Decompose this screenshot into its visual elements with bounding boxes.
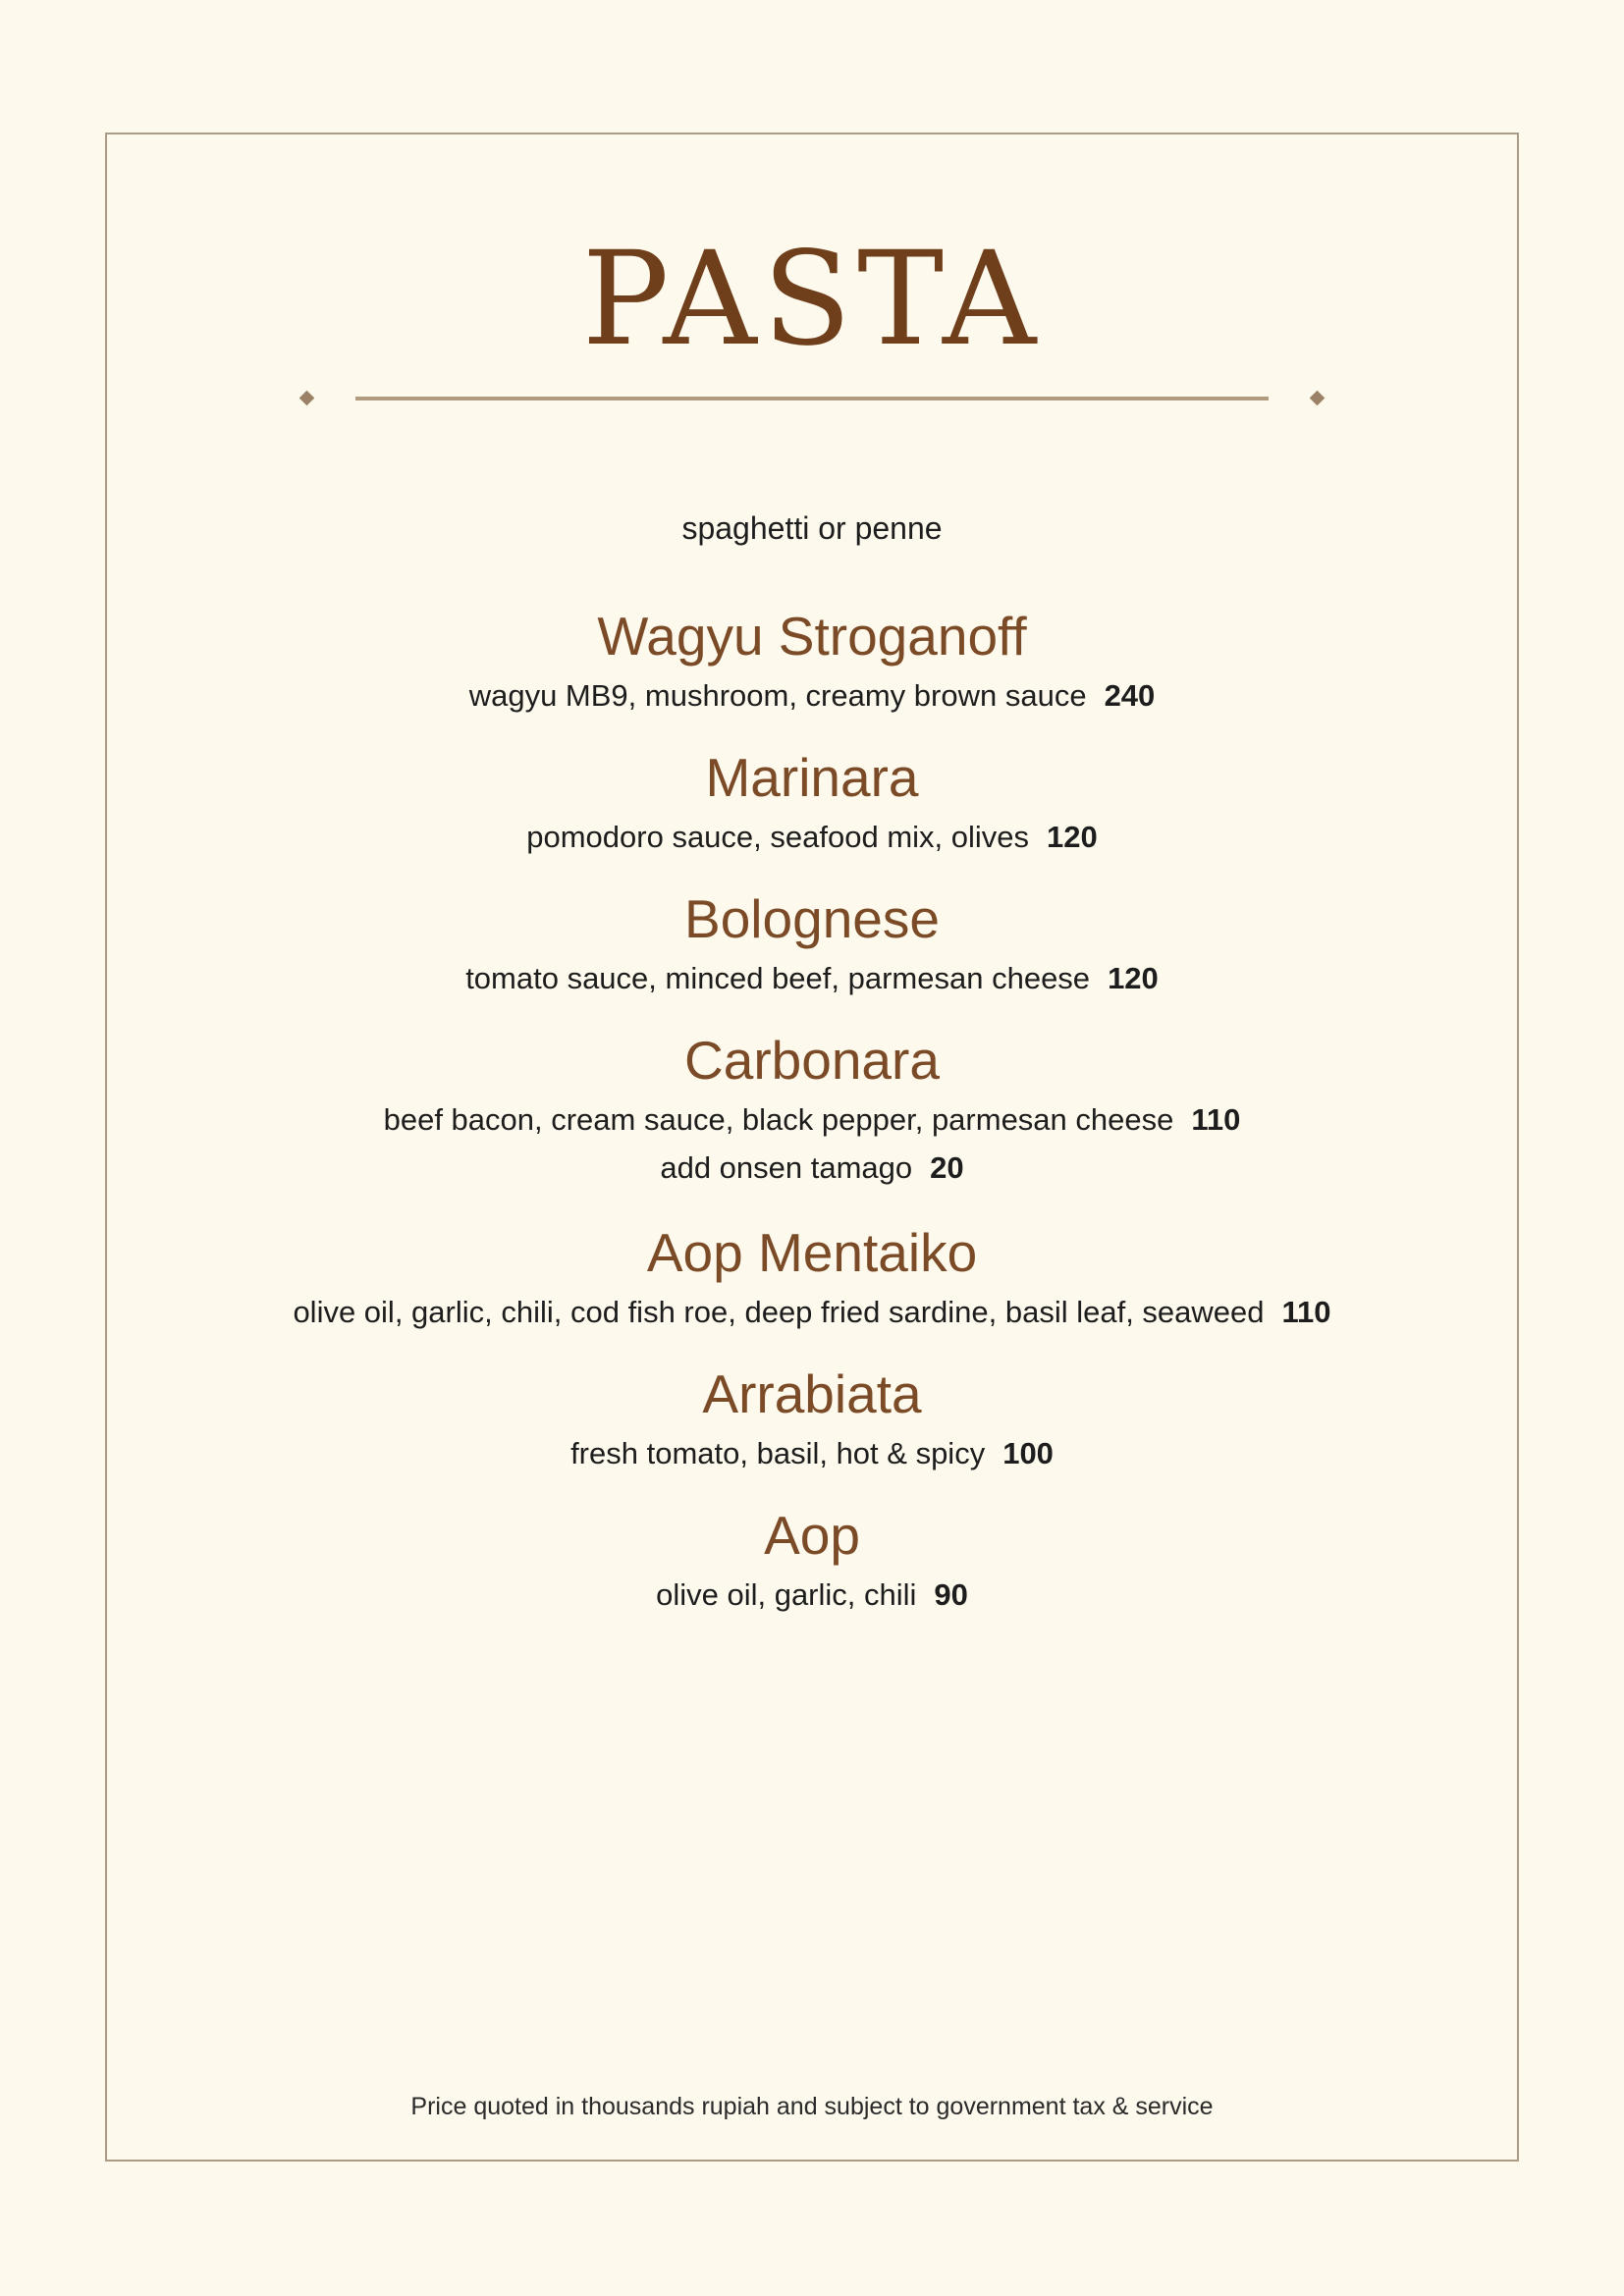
menu-item-aop-mentaiko [0,1215,1624,1335]
menu-item-description: olive oil, garlic, chili [656,1577,917,1612]
menu-item-price: 120 [1047,820,1098,854]
menu-item-description-line [0,673,1624,719]
menu-item-name: Wagyu Stroganoff [597,606,1027,667]
menu-item-price: 90 [934,1577,968,1612]
menu-item-description-line [0,956,1624,1001]
menu-item-name: Aop Mentaiko [646,1222,978,1283]
menu-item-price: 110 [1281,1295,1331,1329]
page-title: PASTA [581,224,1043,375]
menu-list [0,599,1624,1639]
menu-item-name: Aop [764,1505,860,1566]
menu-item-name: Marinara [705,747,919,808]
menu-item-addon [0,1143,1624,1194]
addon-price: 20 [930,1150,964,1185]
menu-item-bolognese [0,881,1624,1001]
menu-item-description: beef bacon, cream sauce, black pepper, parmesan cheese [383,1102,1174,1137]
menu-item-price: 110 [1191,1102,1241,1137]
pasta-choice-note: spaghetti or penne [681,510,943,546]
menu-item-description: pomodoro sauce, seafood mix, olives [526,820,1030,854]
menu-item-description-line [0,815,1624,860]
menu-item-description: wagyu MB9, mushroom, creamy brown sauce [468,678,1087,713]
menu-item-price: 100 [1002,1436,1054,1470]
menu-item-name: Arrabiata [702,1363,922,1424]
menu-item-name: Carbonara [684,1030,940,1091]
menu-item-carbonara [0,1023,1624,1194]
menu-item-price: 240 [1104,678,1156,713]
menu-item-description-line [0,1290,1624,1335]
menu-item-price: 120 [1108,961,1159,995]
menu-item-description-line [0,1431,1624,1476]
menu-item-aop [0,1498,1624,1618]
menu-item-marinara [0,740,1624,860]
menu-item-description: fresh tomato, basil, hot & spicy [570,1436,986,1470]
title-divider [355,397,1269,400]
menu-item-description: olive oil, garlic, chili, cod fish roe, deep fried sardine, basil leaf, seaweed [293,1295,1265,1329]
menu-item-name: Bolognese [684,888,940,949]
menu-item-description-line [0,1573,1624,1618]
menu-item-wagyu-stroganoff [0,599,1624,719]
menu-item-arrabiata [0,1357,1624,1476]
menu-item-description: tomato sauce, minced beef, parmesan cheese [465,961,1091,995]
price-footnote: Price quoted in thousands rupiah and subject to government tax & service [410,2093,1214,2120]
addon-label: add onsen tamago [660,1150,913,1185]
menu-item-description-line [0,1097,1624,1143]
